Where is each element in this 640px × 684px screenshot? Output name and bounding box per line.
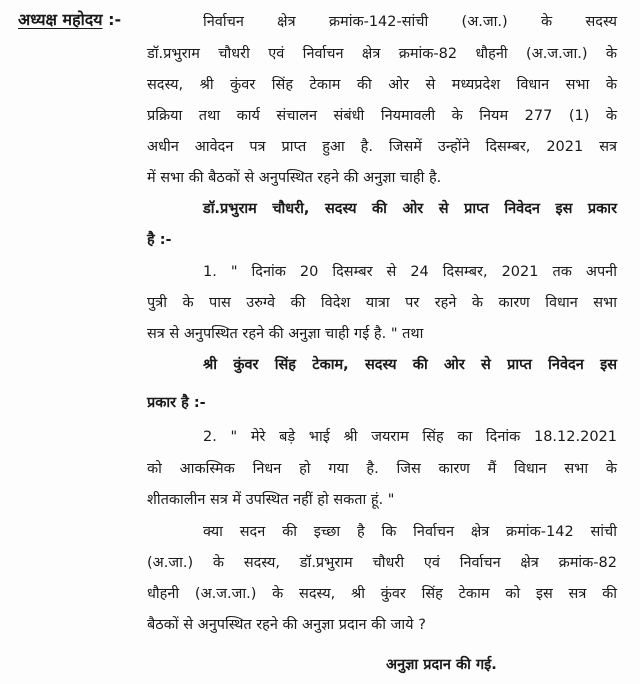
quote2-line-3: शीतकालीन सत्र में उपस्थित नहीं हो सकता हूं. "	[147, 492, 395, 508]
heading1-line-1: डॉ.प्रभुराम चौधरी, सदस्य की ओर से प्राप्त निवेदन इस प्रकार	[203, 201, 617, 217]
paragraph1-line-2: डॉ.प्रभुराम चौधरी एवं निर्वाचन क्षेत्र क्रमांक-82 धौहनी (अ.ज.जा.) के	[147, 46, 617, 62]
paragraph1-line-5: अधीन आवेदन पत्र प्राप्त हुआ है. जिसमें उन्होंने दिसम्बर, 2021 सत्र	[147, 139, 617, 155]
paragraph1-line-4: प्रक्रिया तथा कार्य संचालन संबंधी नियमावली के नियम 277 (1) के	[147, 108, 617, 124]
heading2-line-1: श्री कुंवर सिंह टेकाम, सदस्य की ओर से प्राप्त निवेदन इस	[203, 357, 617, 373]
heading2-line-2: प्रकार है :-	[147, 395, 206, 411]
question-line-4: बैठकों से अनुपस्थित रहने की अनुज्ञा प्रदान की जाये ?	[147, 617, 426, 633]
quote1-line-1: 1. " दिनांक 20 दिसम्बर से 24 दिसम्बर, 2021 तक अपनी	[203, 264, 617, 280]
question-line-2: (अ.जा.) के सदस्य, डॉ.प्रभुराम चौधरी एवं निर्वाचन क्षेत्र क्रमांक-82	[147, 555, 617, 571]
quote2-line-1: 2. " मेरे बड़े भाई श्री जयराम सिंह का दिनांक 18.12.2021	[203, 429, 617, 445]
result-text: अनुज्ञा प्रदान की गई.	[386, 657, 497, 673]
question-line-3: धौहनी (अ.ज.जा.) के सदस्य, श्री कुंवर सिंह टेकाम को इस सत्र की	[147, 586, 617, 602]
speaker-label	[18, 9, 121, 31]
paragraph1-line-1: निर्वाचन क्षेत्र क्रमांक-142-सांची (अ.जा.) के सदस्य	[203, 14, 617, 30]
quote2-line-2: को आकस्मिक निधन हो गया है. जिस कारण मैं विधान सभा के	[147, 461, 617, 477]
paragraph1-line-6: में सभा की बैठकों से अनुपस्थित रहने की अनुज्ञा चाही है.	[147, 170, 442, 186]
speaker-name: अध्यक्ष महोदय	[18, 10, 103, 29]
paragraph1-line-3: सदस्य, श्री कुंवर सिंह टेकाम की ओर से मध्यप्रदेश विधान सभा के	[147, 77, 617, 93]
quote1-line-2: पुत्री के पास उरुग्वे की विदेश यात्रा पर रहने के कारण विधान सभा	[147, 295, 617, 311]
speaker-suffix: :-	[102, 10, 122, 29]
quote1-line-3: सत्र से अनुपस्थित रहने की अनुज्ञा चाही गई है. " तथा	[147, 326, 424, 342]
question-line-1: क्या सदन की इच्छा है कि निर्वाचन क्षेत्र क्रमांक-142 सांची	[203, 524, 617, 540]
heading1-line-2: है :-	[147, 232, 172, 248]
